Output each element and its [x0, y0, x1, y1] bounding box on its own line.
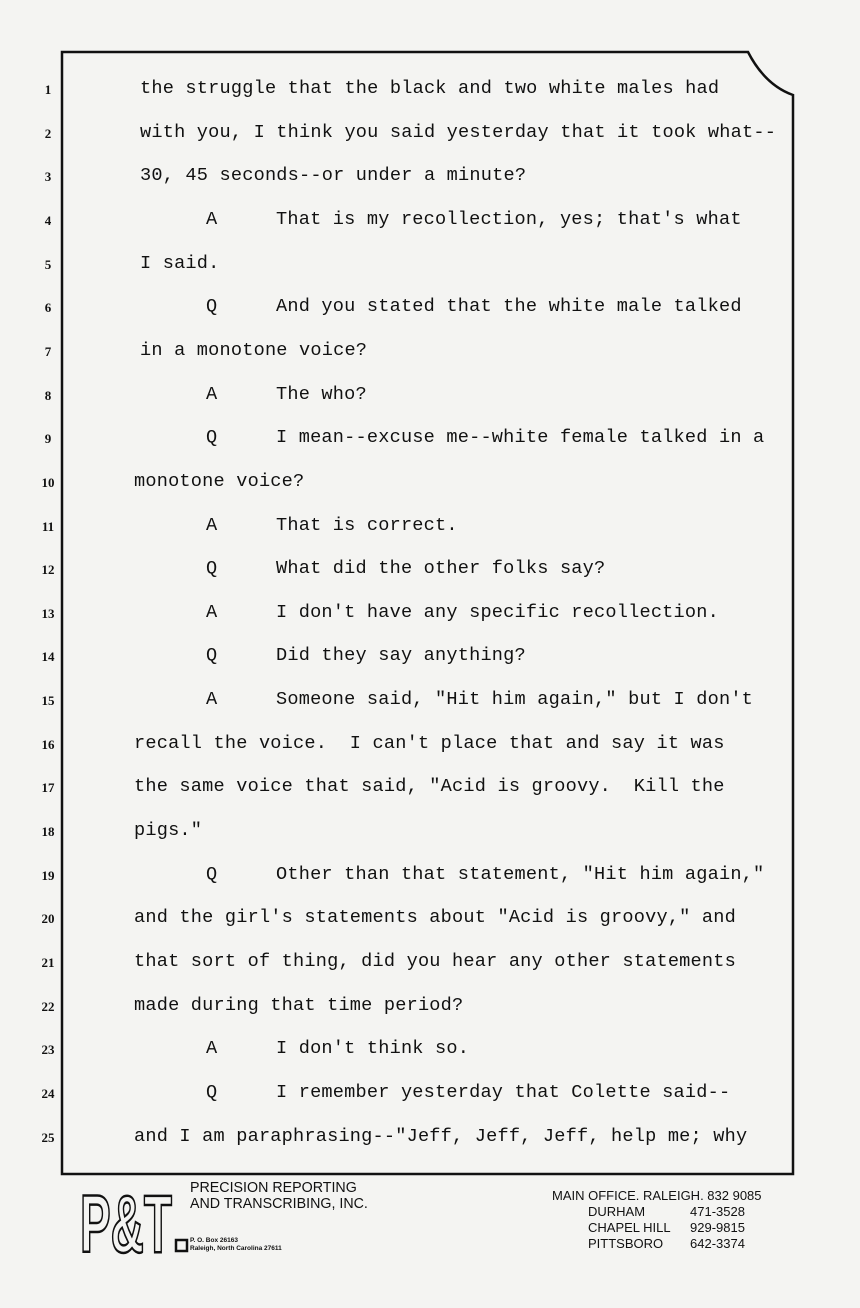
line-number: 13	[41, 605, 55, 621]
line-number: 11	[41, 518, 55, 534]
line-number: 2	[44, 125, 52, 141]
transcript-line: That is my recollection, yes; that's what	[276, 208, 742, 230]
transcript-line: recall the voice. I can't place that and say it was	[134, 732, 725, 754]
office-phone: 642-3374	[690, 1236, 745, 1251]
speaker-label: A	[206, 689, 218, 711]
transcript-line: and the girl's statements about "Acid is groovy," and	[134, 907, 736, 929]
office-phone: 471-3528	[690, 1204, 745, 1219]
speaker-label: A	[206, 601, 218, 623]
transcript-line: I don't think so.	[276, 1038, 470, 1060]
company-address	[190, 1237, 282, 1253]
transcript-line: Did they say anything?	[276, 645, 526, 667]
transcript-line: with you, I think you said yesterday that it took what--	[140, 121, 777, 143]
transcript-line: in a monotone voice?	[140, 339, 368, 361]
line-number: 4	[44, 212, 52, 228]
transcript-line: the same voice that said, "Acid is groovy. Kill the	[134, 776, 725, 798]
address-line1: P. O. Box 26163	[190, 1237, 238, 1244]
office-row	[552, 1204, 762, 1220]
company-line1: PRECISION REPORTING	[190, 1179, 357, 1196]
office-city: PITTSBORO	[588, 1236, 664, 1251]
svg-text:P&T: P&T	[80, 1180, 172, 1260]
line-number: 23	[41, 1042, 55, 1058]
office-city: CHAPEL HILL	[588, 1220, 671, 1235]
speaker-label: A	[206, 208, 218, 230]
line-number: 18	[41, 824, 55, 840]
transcript-line: I remember yesterday that Colette said--	[276, 1081, 731, 1103]
line-number: 16	[41, 736, 55, 752]
transcript-line: Someone said, "Hit him again," but I don't	[276, 689, 754, 711]
line-number: 20	[41, 911, 55, 927]
speaker-label: A	[206, 383, 218, 405]
line-number: 6	[44, 300, 52, 316]
speaker-label: Q	[206, 296, 218, 318]
transcript-line: The who?	[276, 383, 367, 405]
transcript-line: I mean--excuse me--white female talked in a	[276, 427, 765, 449]
transcript-line: the struggle that the black and two white males had	[140, 78, 720, 99]
transcript-line: monotone voice?	[134, 470, 305, 492]
line-number: 17	[41, 780, 55, 796]
transcript-line: Other than that statement, "Hit him again,"	[276, 863, 765, 885]
line-number: 8	[44, 387, 52, 403]
speaker-label: A	[206, 514, 218, 536]
office-phone: 929-9815	[690, 1220, 745, 1235]
address-line2: Raleigh, North Carolina 27611	[190, 1245, 282, 1252]
transcript-line: 30, 45 seconds--or under a minute?	[140, 165, 527, 187]
company-name	[190, 1180, 368, 1212]
transcript-line: and I am paraphrasing--"Jeff, Jeff, Jeff, help me; why	[134, 1125, 748, 1147]
office-row	[552, 1220, 762, 1236]
line-number: 3	[44, 169, 52, 185]
company-logo	[80, 1180, 190, 1265]
transcript-line: I said.	[140, 252, 220, 274]
line-number: 9	[44, 431, 52, 447]
line-number: 21	[41, 955, 55, 970]
transcript-line: that sort of thing, did you hear any other statements	[134, 951, 736, 972]
speaker-label: Q	[206, 427, 218, 449]
transcript-line: pigs."	[134, 820, 203, 842]
transcript-line: What did the other folks say?	[276, 558, 606, 580]
office-city: DURHAM	[588, 1204, 646, 1219]
company-line2: AND TRANSCRIBING, INC.	[190, 1195, 368, 1212]
line-number: 10	[41, 474, 55, 490]
line-number: 14	[41, 649, 55, 665]
line-number: 12	[41, 562, 55, 578]
speaker-label: Q	[206, 558, 218, 580]
office-list	[552, 1188, 762, 1252]
speaker-label: Q	[206, 645, 218, 667]
line-number: 24	[41, 1085, 55, 1101]
line-number: 5	[44, 256, 52, 272]
speaker-label: Q	[206, 1081, 218, 1103]
line-number: 15	[41, 693, 55, 709]
transcript-line: That is correct.	[276, 514, 458, 536]
speaker-label: A	[206, 1038, 218, 1060]
line-number: 25	[41, 1129, 55, 1145]
transcript-line: I don't have any specific recollection.	[276, 601, 719, 623]
transcript-line: And you stated that the white male talked	[276, 296, 742, 318]
office-row	[552, 1236, 762, 1252]
line-number: 7	[44, 343, 52, 359]
line-number: 19	[41, 867, 55, 883]
transcript-line: made during that time period?	[134, 994, 464, 1016]
line-number: 1	[44, 82, 52, 97]
line-number: 22	[41, 998, 55, 1014]
main-office: MAIN OFFICE. RALEIGH. 832 9085	[552, 1188, 762, 1203]
speaker-label: Q	[206, 863, 218, 885]
